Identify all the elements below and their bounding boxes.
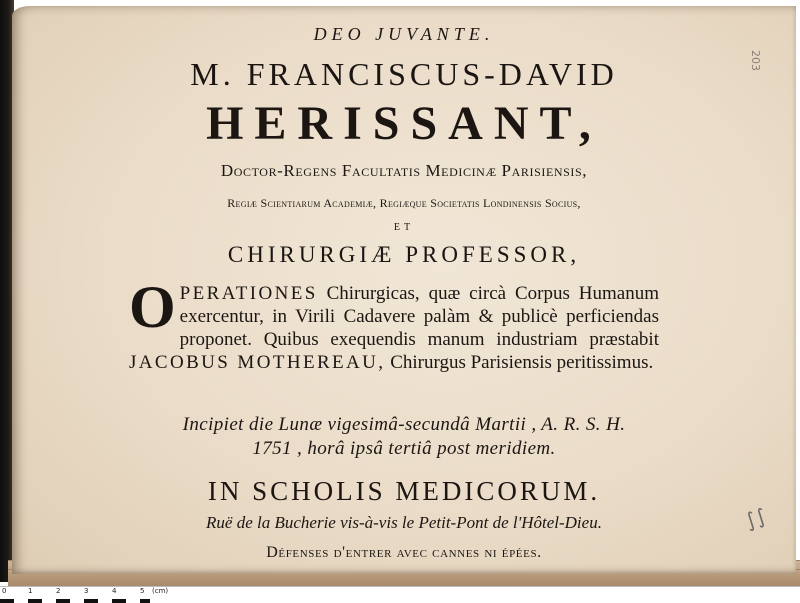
venue-heading: IN SCHOLIS MEDICORUM. <box>207 476 601 506</box>
ruler-label: 1 <box>28 587 33 595</box>
author-title-academies: Regiæ Scientiarum Academiæ, Regiæque Societatis Londinensis Socius, <box>227 196 581 210</box>
paragraph-text-b: Chirurgus Parisiensis peritissimus. <box>385 352 654 373</box>
surgeon-name: JACOBUS MOTHEREAU, <box>129 352 386 373</box>
professor-title: CHIRURGIÆ PROFESSOR, <box>227 242 581 267</box>
paragraph-text-a: Chirurgicas, quæ circà Corpus Humanum exercentur, in Virili Cadavere palàm & publicè perficiendas proponet. Quibus exequendis manum industriam præstabit <box>179 283 659 350</box>
author-title-faculty: Doctor-Regens Facultatis Medicinæ Parisiensis, <box>220 161 588 180</box>
ruler-label: 5 <box>140 587 145 595</box>
page-number-annotation: 203 <box>749 50 762 71</box>
author-name-line: M. FRANCISCUS-DAVID <box>190 56 618 92</box>
document-page <box>12 6 796 574</box>
lead-caps: PERATIONES <box>179 283 318 304</box>
ruler-label: 3 <box>84 587 89 595</box>
scale-ruler <box>0 586 800 603</box>
ruler-label: 0 <box>2 587 7 595</box>
ruler-unit: (cm) <box>152 587 169 595</box>
schedule-time: 1751 , horâ ipsâ tertiâ post meridiem. <box>252 438 556 459</box>
schedule-date: Incipiet die Lunæ vigesimâ-secundâ Martii , A. R. S. H. <box>182 414 626 435</box>
ruler-bar <box>0 599 150 603</box>
ruler-label: 2 <box>56 587 61 595</box>
drop-cap: O <box>129 274 176 340</box>
announcement-paragraph <box>129 274 659 374</box>
author-surname: HERISSANT, <box>206 97 602 150</box>
venue-address: Ruë de la Bucherie vis-à-vis le Petit-Pont de l'Hôtel-Dieu. <box>206 513 602 532</box>
ruler-label: 4 <box>112 587 117 595</box>
entry-notice: Défenses d'entrer avec cannes ni épées. <box>266 544 542 561</box>
pencil-mark: ∫∫ <box>741 503 770 533</box>
conjunction: ET <box>393 222 415 233</box>
invocation: DEO JUVANTE. <box>313 24 495 44</box>
